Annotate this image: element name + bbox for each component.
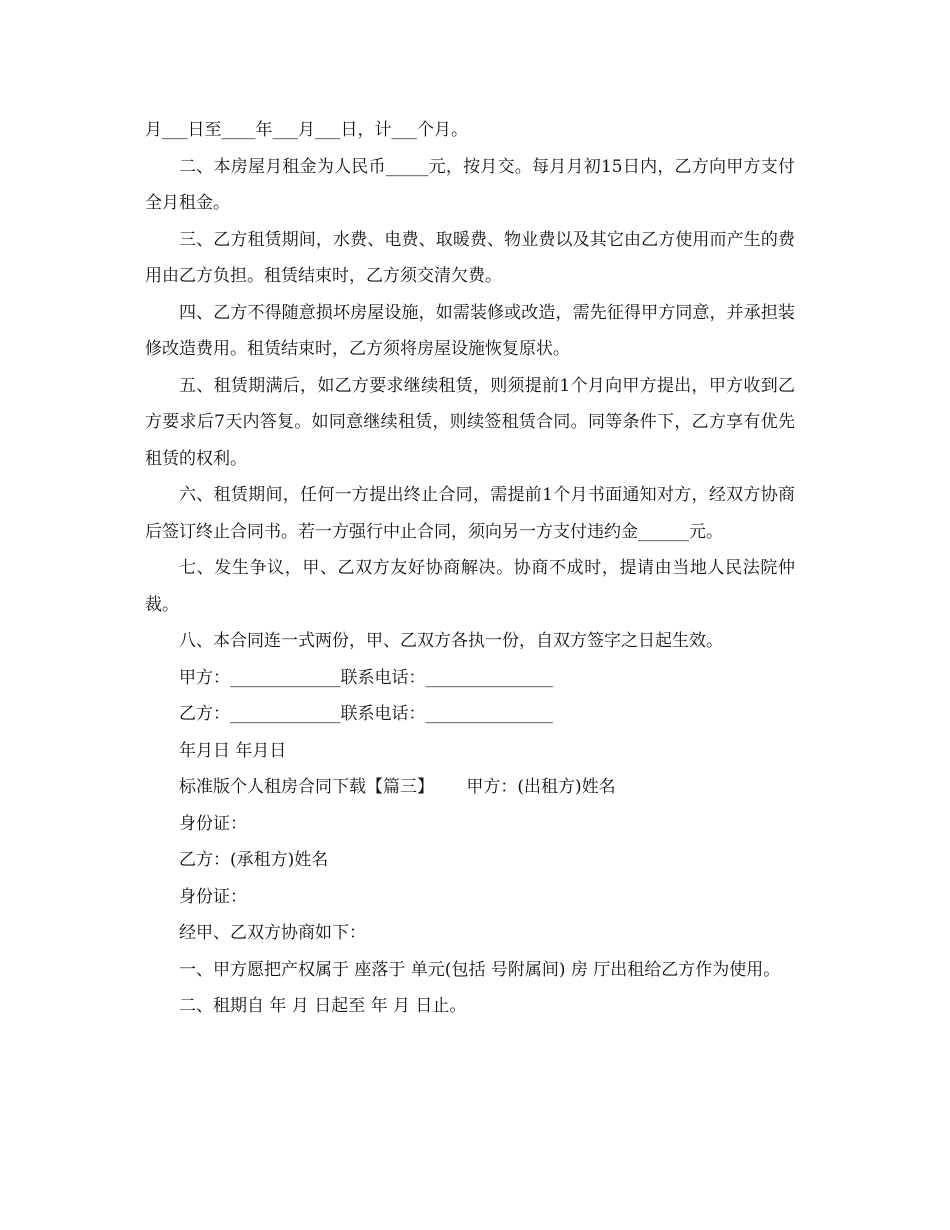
paragraph-clause-2-term: 二、租期自 年 月 日起至 年 月 日止。 [179, 996, 467, 1016]
paragraph-clause-1-property: 一、甲方愿把产权属于 座落于 单元(包括 号附属间) 房 厅出租给乙方作为使用。 [179, 959, 781, 980]
signature-party-b-line: 乙方：_____________联系电话：_______________ [179, 704, 553, 724]
paragraph-clause-7-disputes: 七、发生争议，甲、乙双方友好协商解决。协商不成时，提请由当地人民法院仲裁。 [145, 558, 795, 615]
document-body [145, 112, 795, 1025]
party-b-name-line: 乙方：(承租方)姓名 [179, 850, 329, 870]
paragraph-clause-6-termination: 六、租赁期间，任何一方提出终止合同，需提前1个月书面通知对方，经双方协商后签订终止合同书。若一方强行中止合同，须向另一方支付违约金______元。 [145, 485, 795, 542]
paragraph-clause-8-copies: 八、本合同连一式两份，甲、乙双方各执一份，自双方签字之日起生效。 [179, 631, 723, 651]
party-b-id-line: 身份证： [179, 886, 247, 907]
section-heading-part-three: 标准版个人租房合同下载【篇三】 甲方：(出租方)姓名 [179, 777, 616, 797]
signature-date-line: 年月日 年月日 [179, 740, 287, 761]
paragraph-clause-2-rent: 二、本房屋月租金为人民币_____元，按月交。每月月初15日内，乙方向甲方支付全月租金。 [145, 156, 795, 213]
paragraph-lease-term-end: 月___日至____年___月___日，计___个月。 [145, 120, 468, 140]
party-a-id-line: 身份证： [179, 813, 247, 834]
signature-party-a-line: 甲方：_____________联系电话：_______________ [179, 667, 553, 688]
paragraph-clause-4-renovation: 四、乙方不得随意损坏房屋设施，如需装修或改造，需先征得甲方同意，并承担装修改造费用。租赁结束时，乙方须将房屋设施恢复原状。 [145, 302, 795, 359]
paragraph-clause-5-renewal: 五、租赁期满后，如乙方要求继续租赁，则须提前1个月向甲方提出，甲方收到乙方要求后7天内答复。如同意继续租赁，则续签租赁合同。同等条件下，乙方享有优先租赁的权利。 [145, 375, 795, 469]
agreement-intro-line: 经甲、乙双方协商如下： [179, 923, 366, 943]
paragraph-clause-3-fees: 三、乙方租赁期间，水费、电费、取暖费、物业费以及其它由乙方使用而产生的费用由乙方负担。租赁结束时，乙方须交清欠费。 [145, 229, 795, 286]
